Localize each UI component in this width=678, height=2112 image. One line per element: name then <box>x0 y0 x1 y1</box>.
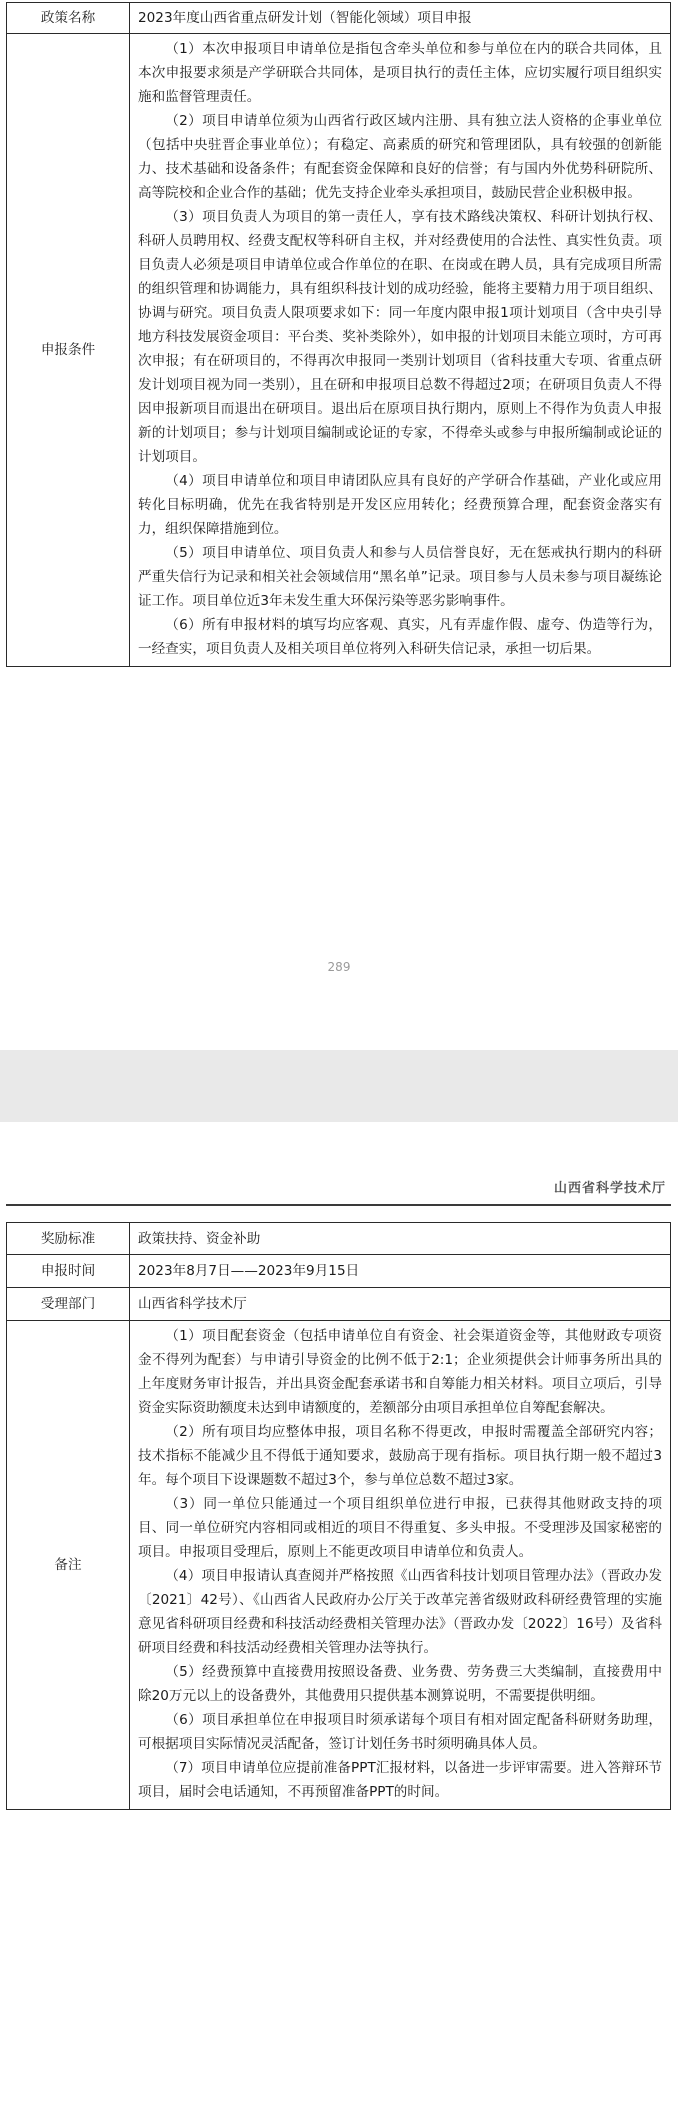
page-number: 289 <box>327 960 351 974</box>
time-label: 申报时间 <box>7 1255 130 1288</box>
reward-row <box>7 1223 671 1255</box>
note-item: （1）项目配套资金（包括申请单位自有资金、社会渠道资金等，其他财政专项资金不得列为配套）与申请引导资金的比例不低于2:1；企业须提供会计师事务所出具的上年度财务审计报告，并出具资金配套承诺书和自筹能力相关材料。项目立项后，引导资金实际资助额度未达到申请额度的，差额部分由项目承担单位自筹配套解决。 <box>138 1328 662 1416</box>
condition-item: （4）项目申请单位和项目申请团队应具有良好的产学研合作基础，产业化或应用转化目标明确，优先在我省特别是开发区应用转化；经费预算合理，配套资金落实有力，组织保障措施到位。 <box>138 473 662 537</box>
document-page-2 <box>0 1122 678 2112</box>
reward-value: 政策扶持、资金补助 <box>130 1223 671 1255</box>
conditions-content <box>130 34 671 667</box>
page-separator <box>0 1050 678 1122</box>
reward-label: 奖励标准 <box>7 1223 130 1255</box>
document-page-1 <box>0 0 678 1050</box>
conditions-row <box>7 34 671 667</box>
running-header-title: 山西省科学技术厅 <box>553 1181 666 1196</box>
policy-name-row <box>7 3 671 34</box>
condition-item: （6）所有申报材料的填写均应客观、真实，凡有弄虚作假、虚夸、伪造等行为，一经查实，项目负责人及相关项目单位将列入科研失信记录，承担一切后果。 <box>138 617 662 657</box>
notes-row <box>7 1321 671 1810</box>
note-item: （5）经费预算中直接费用按照设备费、业务费、劳务费三大类编制，直接费用中除20万元以上的设备费外，其他费用只提供基本测算说明，不需要提供明细。 <box>138 1664 662 1704</box>
time-value: 2023年8月7日——2023年9月15日 <box>130 1255 671 1288</box>
note-item: （3）同一单位只能通过一个项目组织单位进行申报，已获得其他财政支持的项目、同一单位研究内容相同或相近的项目不得重复、多头申报。不受理涉及国家秘密的项目。申报项目受理后，原则上不能更改项目申请单位和负责人。 <box>138 1496 662 1560</box>
note-item: （2）所有项目均应整体申报，项目名称不得更改，申报时需覆盖全部研究内容；技术指标不能减少且不得低于通知要求，鼓励高于现有指标。项目执行期一般不超过3年。每个项目下设课题数不超过3个，参与单位总数不超过3家。 <box>138 1424 662 1488</box>
condition-item: （2）项目申请单位须为山西省行政区域内注册、具有独立法人资格的企事业单位（包括中央驻晋企事业单位）；有稳定、高素质的研究和管理团队，具有较强的创新能力、技术基础和设备条件；有配套资金保障和良好的信誉；有与国内外优势科研院所、高等院校和企业合作的基础；优先支持企业牵头承担项目，鼓励民营企业积极申报。 <box>138 113 662 201</box>
condition-item: （5）项目申请单位、项目负责人和参与人员信誉良好，无在惩戒执行期内的科研严重失信行为记录和相关社会领域信用“黑名单”记录。项目参与人员未参与项目凝练论证工作。项目单位近3年未发生重大环保污染等恶劣影响事件。 <box>138 545 662 609</box>
condition-item: （3）项目负责人为项目的第一责任人，享有技术路线决策权、科研计划执行权、科研人员聘用权、经费支配权等科研自主权，并对经费使用的合法性、真实性负责。项目负责人必须是项目申请单位或合作单位的在职、在岗或在聘人员，具有完成项目所需的组织管理和协调能力，具有组织科技计划的成功经验，能将主要精力用于项目组织、协调与研究。项目负责人限项要求如下：同一年度内限申报1项计划项目（含中央引导地方科技发展资金项目：平台类、奖补类除外），如申报的计划项目未能立项时，方可再次申报；有在研项目的，不得再次申报同一类别计划项目（省科技重大专项、省重点研发计划项目视为同一类别），且在研和申报项目总数不得超过2项；在研项目负责人不得因申报新项目而退出在研项目。退出后在原项目执行期内，原则上不得作为负责人申报新的计划项目；参与计划项目编制或论证的专家，不得牵头或参与申报所编制或论证的计划项目。 <box>138 209 662 465</box>
policy-name-value: 2023年度山西省重点研发计划（智能化领域）项目申报 <box>130 3 671 34</box>
note-item: （6）项目承担单位在申报项目时须承诺每个项目有相对固定配备科研财务助理，可根据项目实际情况灵活配备，签订计划任务书时须明确具体人员。 <box>138 1712 662 1752</box>
header-rule <box>6 1204 671 1206</box>
time-row <box>7 1255 671 1288</box>
policy-table-part-1 <box>6 2 671 667</box>
condition-item: （1）本次申报项目申请单位是指包含牵头单位和参与单位在内的联合共同体，且本次申报要求须是产学研联合共同体，是项目执行的责任主体，应切实履行项目组织实施和监督管理责任。 <box>138 41 662 105</box>
note-item: （4）项目申报请认真查阅并严格按照《山西省科技计划项目管理办法》（晋政办发〔2021〕42号）、《山西省人民政府办公厅关于改革完善省级财政科研经费管理的实施意见省科研项目经费和科技活动经费相关管理办法》（晋政办发〔2022〕16号）及省科研项目经费和科技活动经费相关管理办法等执行。 <box>138 1568 662 1656</box>
dept-value: 山西省科学技术厅 <box>130 1288 671 1321</box>
notes-label: 备注 <box>7 1321 130 1810</box>
policy-name-label: 政策名称 <box>7 3 130 34</box>
notes-content <box>130 1321 671 1810</box>
dept-row <box>7 1288 671 1321</box>
dept-label: 受理部门 <box>7 1288 130 1321</box>
policy-table-part-2 <box>6 1222 671 1810</box>
note-item: （7）项目申请单位应提前准备PPT汇报材料，以备进一步评审需要。进入答辩环节项目，届时会电话通知，不再预留准备PPT的时间。 <box>138 1760 662 1800</box>
conditions-label: 申报条件 <box>7 34 130 667</box>
